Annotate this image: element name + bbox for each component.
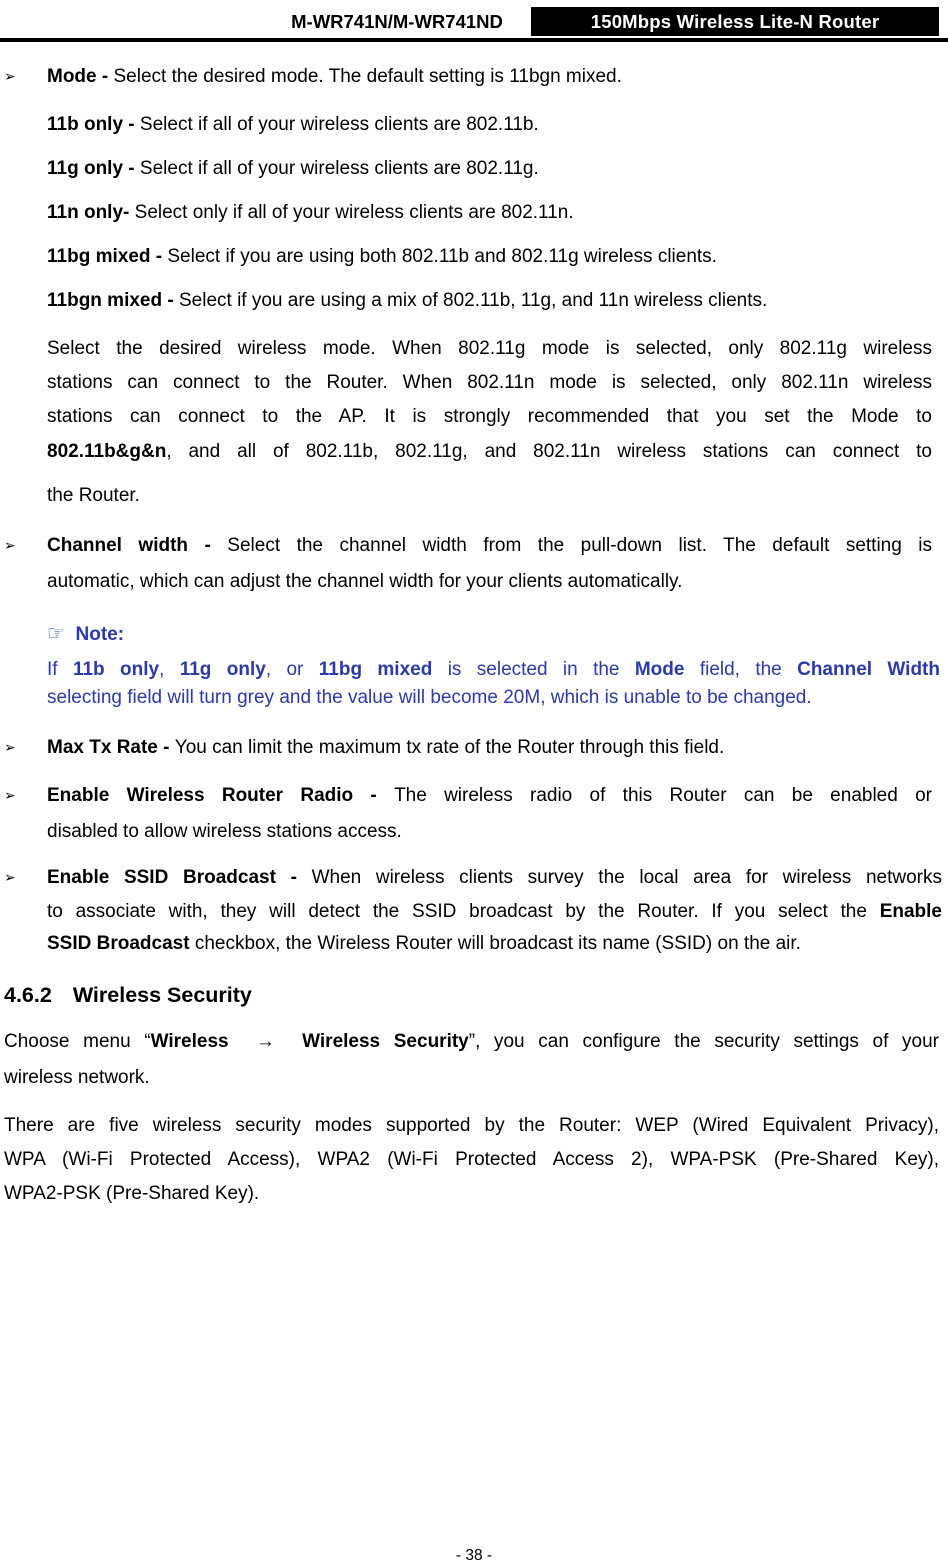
note-line-1: If 11b only, 11g only, or 11bg mixed is selected in the Mode field, the Channel Width	[47, 659, 940, 680]
arrow-right-icon: →	[255, 1031, 275, 1052]
mode-option-11bg: 11bg mixed - Select if you are using both 802.11b and 802.11g wireless clients.	[47, 246, 717, 267]
pointing-hand-icon: ☞	[47, 621, 65, 645]
mode-option-11bgn: 11bgn mixed - Select if you are using a mix of 802.11b, 11g, and 11n wireless clients.	[47, 290, 768, 311]
bullet-arrow-icon: ➢	[4, 870, 16, 886]
header-product: 150Mbps Wireless Lite-N Router	[531, 7, 939, 36]
mode-text: Select the desired mode. The default setting is 11bgn mixed.	[113, 66, 622, 87]
bullet-arrow-icon: ➢	[4, 538, 16, 554]
radio-item: Enable Wireless Router Radio - The wireless radio of this Router can be enabled or	[47, 785, 932, 806]
choose-menu-line: Choose menu “Wireless → Wireless Security”, you can configure the security settings of your	[4, 1031, 939, 1052]
mode-item	[47, 63, 622, 91]
header-rule	[0, 38, 948, 42]
page-number: - 38 -	[455, 1547, 493, 1564]
channel-width-item: Channel width - Select the channel width from the pull-down list. The default setting is	[47, 535, 932, 556]
page-header	[0, 0, 948, 44]
note-title: ☞ Note:	[47, 621, 125, 645]
bullet-arrow-icon: ➢	[4, 69, 16, 85]
bullet-arrow-icon: ➢	[4, 788, 16, 804]
max-tx-item: Max Tx Rate - You can limit the maximum tx rate of the Router through this field.	[47, 737, 725, 758]
mode-option-11b: 11b only - Select if all of your wireless clients are 802.11b.	[47, 114, 539, 135]
mode-option-11g: 11g only - Select if all of your wireless clients are 802.11g.	[47, 158, 539, 179]
note-line-2: selecting field will turn grey and the value will become 20M, which is unable to be changed.	[47, 687, 812, 708]
mode-label: Mode -	[47, 66, 114, 87]
mode-option-11n: 11n only- Select only if all of your wireless clients are 802.11n.	[47, 202, 574, 223]
bullet-arrow-icon: ➢	[4, 740, 16, 756]
section-heading: 4.6.2 Wireless Security	[4, 983, 252, 1007]
header-model: M-WR741N/M-WR741ND	[291, 11, 503, 32]
ssid-item: Enable SSID Broadcast - When wireless clients survey the local area for wireless networks	[47, 867, 942, 888]
